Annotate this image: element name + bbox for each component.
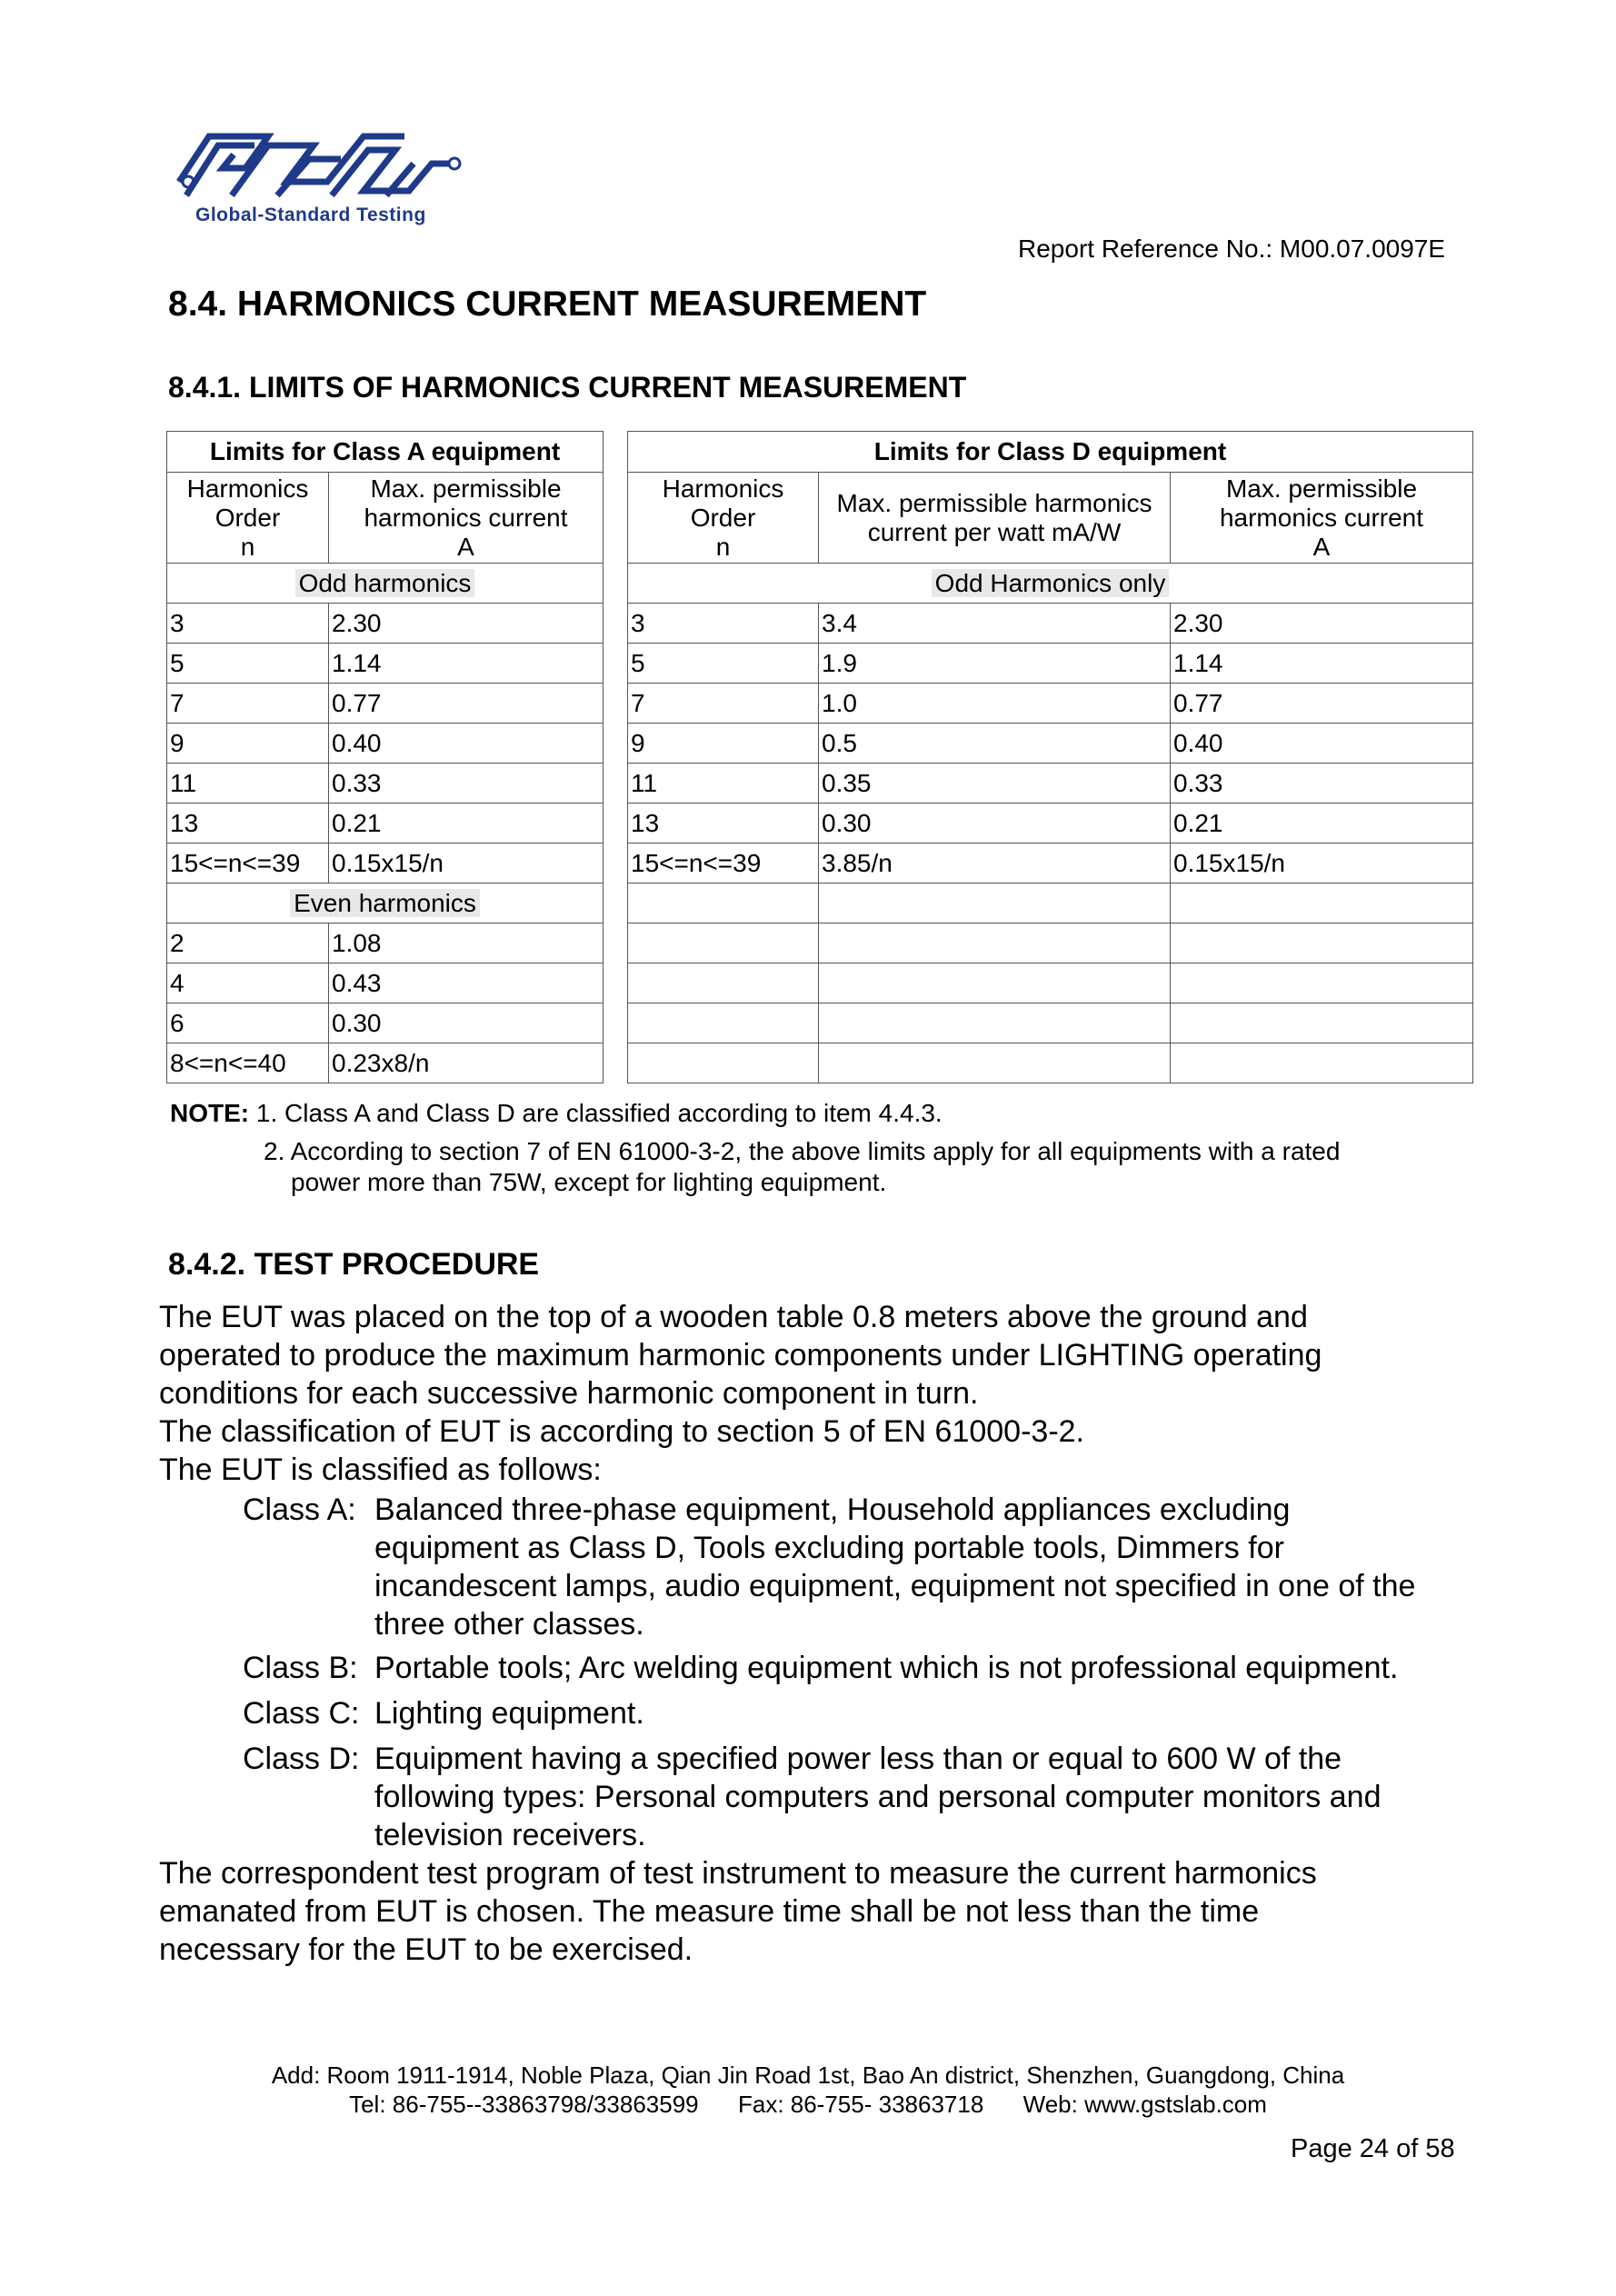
empty-row	[628, 883, 1473, 923]
empty-row	[628, 1043, 1473, 1083]
procedure-paragraph-1: The EUT was placed on the top of a wooden table 0.8 meters above the ground and operated to produce the maximum harmonic components under LIGHTING operating conditions for each successive harmonic component in turn. The classification of EUT is according to section 5 of EN 61000-3-2. The EUT is classified as follows:	[159, 1298, 1486, 1489]
footer-contacts: Tel: 86-755--33863798/33863599 Fax: 86-755- 33863718 Web: www.gstslab.com	[349, 2091, 1267, 2118]
note-label: NOTE:	[170, 1099, 250, 1127]
class-a-current-header: Max. permissible harmonics current A	[329, 473, 604, 564]
table-row: 3 2.30	[167, 604, 604, 644]
limits-subsection-title: 8.4.1. LIMITS OF HARMONICS CURRENT MEASUREMENT	[168, 371, 967, 404]
class-d-limits-table	[627, 431, 1473, 1083]
empty-row	[628, 963, 1473, 1003]
table-row: 5 1.9 1.14	[628, 644, 1473, 684]
class-d-order-header: Harmonics Order n	[628, 473, 819, 564]
table-row: 11 0.33	[167, 764, 604, 804]
table-row: 11 0.35 0.33	[628, 764, 1473, 804]
class-c-definition: Class C: Lighting equipment.	[243, 1696, 644, 1731]
page-number: Page 24 of 58	[1291, 2134, 1455, 2163]
procedure-paragraph-3: The EUT is classified as follows:	[159, 1452, 602, 1487]
footer-address: Add: Room 1911-1914, Noble Plaza, Qian Jin Road 1st, Bao An district, Shenzhen, Guangdong, China	[271, 2061, 1345, 2089]
class-a-definition: Class A: Balanced three-phase equipment, Household appliances excluding equipment as Class D, Tools excluding portable tools, Dimmers for incandescent lamps, audio equipment, equipment not specified in one of the three other classes.	[243, 1492, 1416, 1642]
report-reference: Report Reference No.: M00.07.0097E	[1018, 235, 1446, 263]
class-a-title: Limits for Class A equipment	[167, 432, 604, 473]
table-row: 15<=n<=39 3.85/n 0.15x15/n	[628, 844, 1473, 883]
class-d-definition: Class D: Equipment having a specified power less than or equal to 600 W of the following types: Personal computers and personal computer monitors and television receivers.	[243, 1742, 1382, 1852]
class-d-odd-label: Odd Harmonics only	[932, 569, 1170, 597]
table-row: 4 0.43	[167, 963, 604, 1003]
logo-caption: Global-Standard Testing	[195, 205, 426, 225]
procedure-paragraph-2: The classification of EUT is according to section 5 of EN 61000-3-2.	[159, 1414, 1084, 1449]
empty-row	[628, 923, 1473, 963]
table-row: 3 3.4 2.30	[628, 604, 1473, 644]
class-b-definition: Class B: Portable tools; Arc welding equipment which is not professional equipment.	[243, 1651, 1399, 1685]
class-a-even-label: Even harmonics	[290, 889, 480, 917]
class-d-title: Limits for Class D equipment	[628, 432, 1473, 473]
table-row: 6 0.30	[167, 1003, 604, 1043]
class-a-odd-label: Odd harmonics	[295, 569, 475, 597]
note-2-line-2: power more than 75W, except for lighting equipment.	[291, 1168, 887, 1196]
table-row: 8<=n<=40 0.23x8/n	[167, 1043, 604, 1083]
table-row: 7 1.0 0.77	[628, 684, 1473, 724]
procedure-paragraph-4: The correspondent test program of test instrument to measure the current harmonics emanated from EUT is chosen. The measure time shall be not less than the time necessary for the EUT to be exercised.	[159, 1856, 1317, 1967]
table-row: 7 0.77	[167, 684, 604, 724]
table-row: 13 0.21	[167, 804, 604, 844]
table-row: 9 0.5 0.40	[628, 724, 1473, 764]
class-d-per-watt-header: Max. permissible harmonics current per watt mA/W	[819, 473, 1171, 564]
table-row: 5 1.14	[167, 644, 604, 684]
table-row: 15<=n<=39 0.15x15/n	[167, 844, 604, 883]
empty-row	[628, 1003, 1473, 1043]
table-row: 13 0.30 0.21	[628, 804, 1473, 844]
note-2-line-1: 2. According to section 7 of EN 61000-3-2, the above limits apply for all equipments with a rated	[264, 1137, 1341, 1165]
class-a-order-header: Harmonics Order n	[167, 473, 329, 564]
procedure-subsection-title: 8.4.2. TEST PROCEDURE	[168, 1247, 540, 1282]
class-d-current-header: Max. permissible harmonics current A	[1171, 473, 1473, 564]
class-a-limits-table	[166, 431, 604, 1083]
table-row: 2 1.08	[167, 923, 604, 963]
section-title: 8.4. HARMONICS CURRENT MEASUREMENT	[168, 285, 927, 324]
table-row: 9 0.40	[167, 724, 604, 764]
note-1: NOTE: 1. Class A and Class D are classified according to item 4.4.3.	[170, 1099, 943, 1127]
